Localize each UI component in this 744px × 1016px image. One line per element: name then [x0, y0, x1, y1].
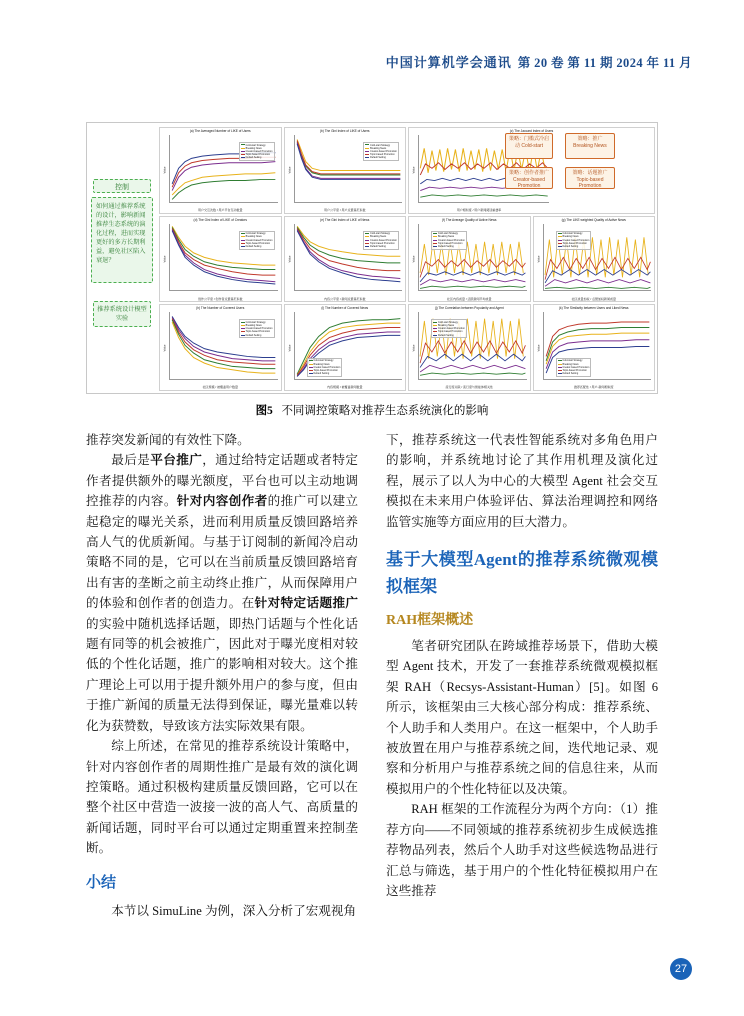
tag-strategy-topic-based: 策略：话题推广 Topic-based Promotion [565, 167, 615, 189]
annotation-design-note: 推荐系统设计模型实验 [93, 301, 151, 327]
panel-f-title: (f) The Average Quality of Active News [442, 217, 497, 222]
figure-caption [86, 402, 658, 418]
paragraph-r3: RAH 框架的工作流程分为两个方向：（1）推荐方向——不同领域的推荐系统初步生成候选推荐物品列表，然后个人助手对这些候选物品进行汇总与筛选，基于用户的个性化特征模拟用户在这些推荐 [386, 802, 658, 898]
panel-a-ylabel: Value [162, 166, 167, 174]
panel-b-plot [294, 135, 403, 203]
panel-f [408, 216, 531, 303]
panel-b-legend: Cold-start Strategy Breaking News Creator-based Promotion Topic-based Promotion Default Setting [363, 142, 399, 161]
figure-caption-label: 图5 [255, 405, 273, 417]
panel-j-plot [418, 312, 527, 380]
tag-strategy-breaking-news: 策略：推广 Breaking News [565, 133, 615, 159]
panel-c-ylabel: Value [411, 166, 416, 174]
panel-i-title: (i) The Number of Covered News [321, 306, 369, 311]
panel-e-legend: Cold-start Strategy Breaking News Creator-based Promotion Topic-based Promotion Default Setting [363, 231, 399, 250]
panel-h-ylabel: Value [162, 344, 167, 352]
panel-a-legend: Cold-start Strategy Breaking News Creator-based Promotion Topic-based Promotion Default Setting [239, 142, 275, 161]
panel-j-xlabel: 流行度关联 / 流行度与智能体相关性 [445, 385, 493, 390]
issue-meta: 第 20 卷 第 11 期 2024 年 11 月 [517, 56, 692, 70]
panel-b-title: (b) The Gini Index of LIKE of Users [319, 129, 370, 133]
panel-k-plot [543, 312, 652, 380]
tag-strategy-creator-based: 策略：创作者推广 Creator-based Promotion [505, 167, 553, 189]
annotation-control-description: 如何通过推荐系统的设计，影响新闻推荐生态系统的演化过程，进而实现更好的多方长期利益，避免社区陷入衰退？ [91, 197, 153, 283]
panel-a-title: (a) The Averaged Number of LIKE of Users [189, 129, 251, 133]
panel-k-title: (k) The Similarity between Users and Liked News [558, 306, 629, 311]
panel-j-legend: Cold-start Strategy Breaking News Creator-based Promotion Topic-based Promotion Default Setting [431, 319, 467, 338]
panel-b [284, 127, 407, 214]
panel-c-xlabel: 用户相似度 / 用户新闻阅读重叠率 [456, 208, 502, 213]
tag-strategy-cold-start: 策略：门槛式冷启动 Cold-start [505, 133, 553, 159]
panel-d-legend: Cold-start Strategy Breaking News Creator-based Promotion Topic-based Promotion Default Setting [239, 231, 275, 250]
panel-i-xlabel: 内容规模 / 被覆盖新闻数量 [326, 385, 363, 390]
panel-d-plot [169, 224, 278, 292]
panel-e [284, 216, 407, 303]
panel-g-legend: Cold-start Strategy Breaking News Creator-based Promotion Topic-based Promotion Default Setting [556, 231, 592, 250]
panel-b-xlabel: 用户公平度 / 用户点赞基尼系数 [323, 208, 366, 213]
panel-e-xlabel: 内容公平度 / 新闻点赞基尼系数 [323, 296, 366, 301]
paragraph-r2: 笔者研究团队在跨域推荐场景下，借助大模型 Agent 技术，开发了一套推荐系统微观模拟框架 RAH（Recsys-Assistant-Human）[5]。如图 6 所示，该框架由三大核心部分构成：推荐系统、个人助手和人类用户。在这一框架中，个人助手被放置在用户与推荐系统之间，迭代地记录、观察和分析用户与推荐系统之间的信息往来，从而模拟用户的个性化特征以及决策。 [386, 639, 658, 796]
panel-g [533, 216, 656, 303]
panel-k-xlabel: 推荐匹配性 / 用户-新闻相似度 [574, 385, 614, 390]
panel-j-ylabel: Value [411, 344, 416, 352]
panel-k-legend: Cold-start Strategy Breaking News Creator-based Promotion Topic-based Promotion Default Setting [556, 358, 592, 377]
panel-f-ylabel: Value [411, 255, 416, 263]
panel-k-ylabel: Value [535, 344, 540, 352]
annotation-control-label: 控制 [93, 179, 151, 193]
panel-b-ylabel: Value [286, 166, 291, 174]
paragraph-l4: 本节以 SimuLine 为例，深入分析了宏观视角 [111, 903, 357, 918]
panel-c-title: (c) The Jaccard Index of Users [509, 129, 554, 133]
page-number: 27 [670, 958, 692, 980]
journal-title: 中国计算机学会通讯 [385, 55, 512, 70]
panel-e-title: (e) The Gini Index of LIKE of News [320, 217, 370, 222]
panel-e-ylabel: Value [286, 255, 291, 263]
panel-a-xlabel: 用户交互次数 / 用户平台互动数量 [197, 208, 243, 213]
panel-i [284, 304, 407, 391]
panel-g-ylabel: Value [535, 255, 540, 263]
panel-i-plot [294, 312, 403, 380]
heading-rah-framework: 基于大模型Agent的推荐系统微观模拟框架 [386, 550, 658, 597]
panel-f-legend: Cold-start Strategy Breaking News Creator-based Promotion Topic-based Promotion Default Setting [431, 231, 467, 250]
panel-i-ylabel: Value [286, 344, 291, 352]
panel-h-legend: Cold-start Strategy Breaking News Creator-based Promotion Topic-based Promotion Default Setting [239, 319, 275, 338]
panel-a-plot [169, 135, 278, 203]
paragraph-l3: 综上所述，在常见的推荐系统设计策略中，针对内容创作者的周期性推广是最有效的演化调控策略。通过积极构建质量反馈回路，它可以在整个社区中营造一波接一波的高人气、高质量的新闻话题，同时平台可以通过定期重置来控制垄断。 [86, 739, 358, 856]
panel-h-title: (h) The Number of Covered Users [196, 306, 245, 311]
panel-i-legend: Cold-start Strategy Breaking News Creator-based Promotion Topic-based Promotion Default Setting [307, 358, 343, 377]
panel-f-xlabel: 社区内容质量 / 活跃新闻平均质量 [446, 296, 492, 301]
panel-g-xlabel: 社区质量加权 / 点赞加权新闻质量 [571, 296, 616, 301]
panel-d-title: (d) The Gini Index of LIKE of Creators [193, 217, 247, 222]
panel-h-plot [169, 312, 278, 380]
panel-e-plot [294, 224, 403, 292]
heading-rah-overview: RAH框架概述 [386, 613, 474, 629]
panel-h-xlabel: 社区规模 / 被覆盖用户数量 [202, 385, 238, 390]
panel-h [159, 304, 282, 391]
panel-a [159, 127, 282, 214]
body-column-right [386, 430, 658, 901]
panel-f-plot [418, 224, 527, 292]
figure-5 [86, 122, 658, 394]
panel-g-plot [543, 224, 652, 292]
panel-k [533, 304, 656, 391]
paragraph-r1: 下，推荐系统这一代表性智能系统对多角色用户的影响，并系统地讨论了其作用机理及演化过程，展示了以人为中心的大模型 Agent 社会交互模拟在未来用户体验评估、算法治理调控和网络监管实施等方面应用的巨大潜力。 [386, 433, 658, 529]
figure-caption-text: 不同调控策略对推荐生态系统演化的影响 [281, 405, 489, 417]
paragraph-l1: 推荐突发新闻的有效性下降。 [86, 433, 250, 447]
panel-d-xlabel: 创作公平度 / 创作者点赞基尼系数 [197, 296, 243, 301]
panel-g-title: (g) The LIKE weighted Quality of Active News [561, 217, 626, 222]
panel-j-title: (j) The Correlation between Popularity and Agent [434, 306, 504, 311]
paragraph-l2: 最后是平台推广，通过给特定话题或者特定作者提供额外的曝光额度，平台也可以主动地调控推荐的内容。针对内容创作者的推广可以建立起稳定的曝光关系，进而利用质量反馈回路培养高人气的优质新闻。与基于订阅制的新闻冷启动策略不同的是，它可以在当前质量反馈回路培育出有害的垄断之前主动终止推广，从而保障用户的体验和创作者的创造力。在针对特定话题推广的实验中随机选择话题，即热门话题与个性化话题有同等的机会被推广，因此对于曝光度相对较低的个性化话题，推广的影响相对较大。这个推广理论上可以用于提升额外用户的参与度，但由于推广新闻的质量无法得到保证，曝光量难以转化为获赞数，导致该方法实际效果有限。 [86, 453, 359, 733]
body-column-left [86, 430, 358, 921]
heading-summary: 小结 [86, 874, 117, 891]
panel-j [408, 304, 531, 391]
panel-d [159, 216, 282, 303]
page-header [386, 52, 692, 71]
panel-d-ylabel: Value [162, 255, 167, 263]
